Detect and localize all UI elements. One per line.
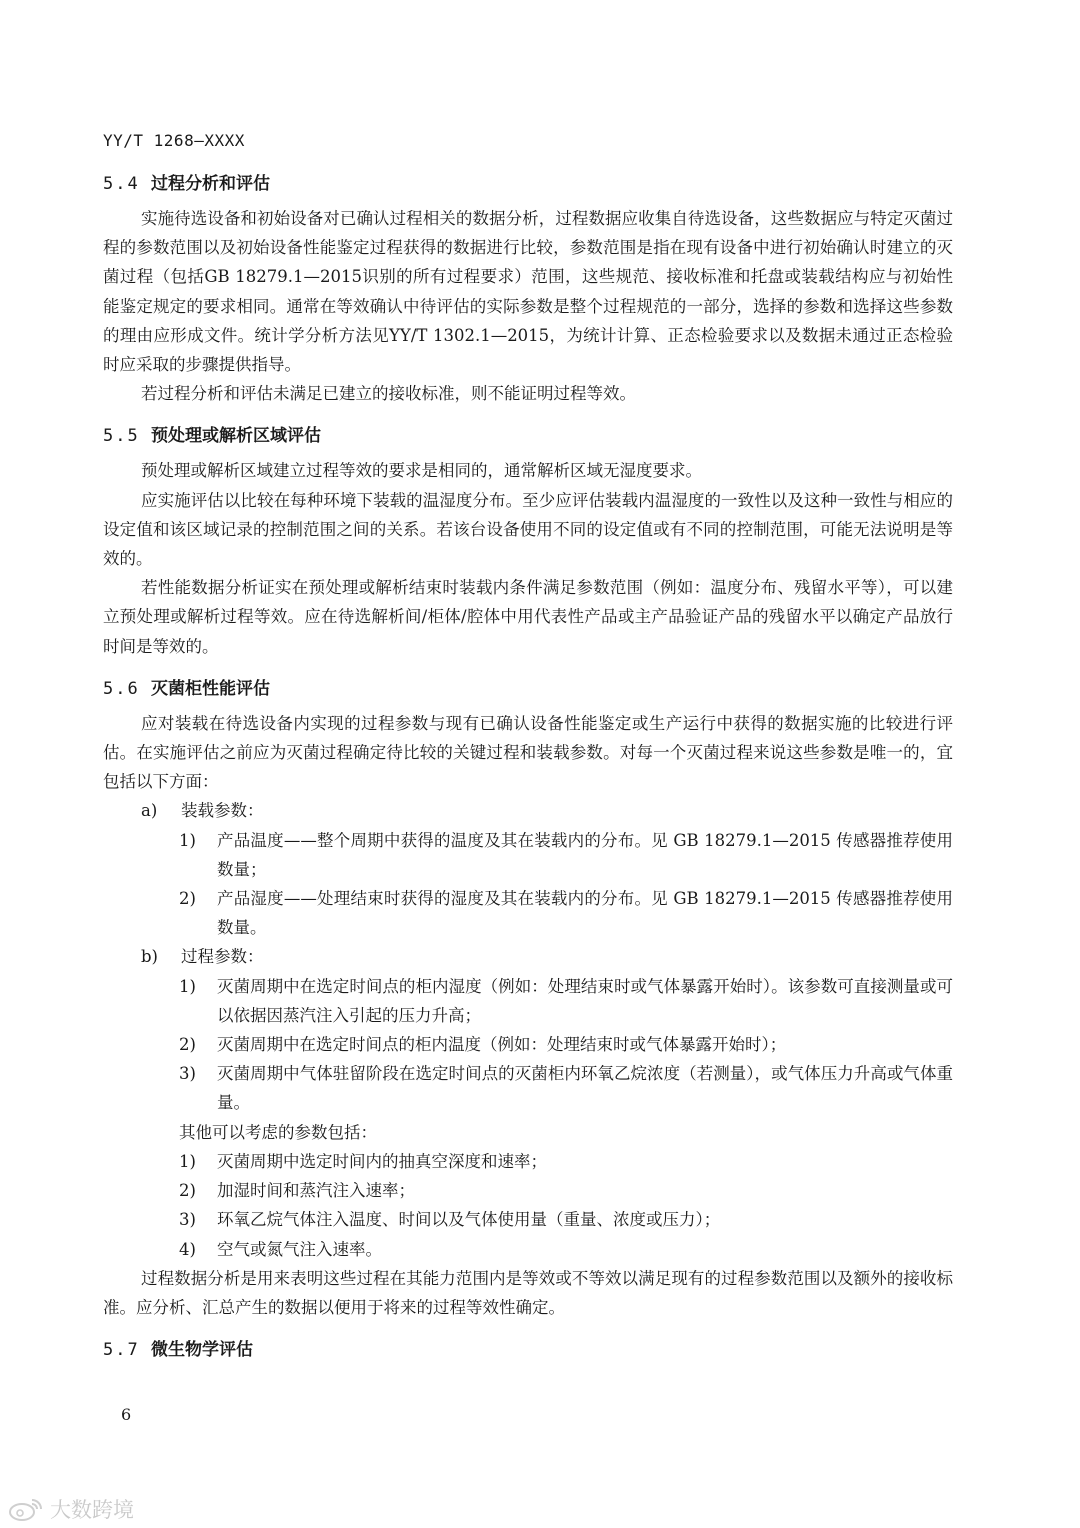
list-marker: 1) xyxy=(179,976,196,996)
list-text: 灭菌周期中气体驻留阶段在选定时间点的灭菌柜内环氧乙烷浓度（若测量），或气体压力升高或气体重量。 xyxy=(217,1064,953,1113)
list-marker: 2) xyxy=(179,889,196,909)
document-code: YY/T 1268—XXXX xyxy=(103,131,245,150)
list-item xyxy=(103,796,953,825)
list-marker: 4) xyxy=(179,1239,196,1259)
paragraph: 实施待选设备和初始设备对已确认过程相关的数据分析，过程数据应收集自待选设备，这些数据应与特定灭菌过程的参数范围以及初始设备性能鉴定过程获得的数据进行比较，参数范围是指在现有设备中进行初始确认时建立的灭菌过程（包括GB 18279.1—2015识别的所有过程要求）范围，这些规范、接收标准和托盘或装载结构应与初始性能鉴定规定的要求相同。通常在等效确认中待评估的实际参数是整个过程规范的一部分，选择的参数和选择这些参数的理由应形成文件。统计学分析方法见YY/T 1302.1—2015，为统计计算、正态检验要求以及数据未通过正态检验时应采取的步骤提供指导。 xyxy=(103,209,953,375)
list-item xyxy=(103,884,953,942)
watermark-text: 大数跨境 xyxy=(50,1498,134,1522)
list-marker: b) xyxy=(141,947,158,967)
list-text: 产品湿度——处理结束时获得的湿度及其在装载内的分布。见 GB 18279.1—2015 传感器推荐使用数量。 xyxy=(217,889,953,938)
list-marker: 3) xyxy=(179,1064,196,1084)
section-5-6-heading xyxy=(103,675,953,703)
list-marker: a) xyxy=(141,801,158,821)
list-text: 灭菌周期中在选定时间点的柜内湿度（例如：处理结束时或气体暴露开始时）。该参数可直接测量或可以依据因蒸汽注入引起的压力升高； xyxy=(217,976,953,1025)
section-5-7-heading xyxy=(103,1336,953,1364)
list-text: 灭菌周期中在选定时间点的柜内温度（例如：处理结束时或气体暴露开始时）； xyxy=(217,1035,787,1055)
section-number: 5.5 xyxy=(103,426,140,447)
section-title: 灭菌柜性能评估 xyxy=(151,678,270,699)
list-text: 环氧乙烷气体注入温度、时间以及气体使用量（重量、浓度或压力）； xyxy=(217,1210,721,1230)
paragraph: 预处理或解析区域建立过程等效的要求是相同的，通常解析区域无湿度要求。 xyxy=(141,461,702,481)
list-item xyxy=(103,1235,953,1264)
page-number: 6 xyxy=(121,1405,132,1424)
list-marker: 1) xyxy=(179,830,196,850)
list-item xyxy=(103,1059,953,1117)
watermark xyxy=(8,1494,134,1524)
section-title: 预处理或解析区域评估 xyxy=(151,426,321,447)
page-content xyxy=(103,170,953,1364)
other-params-label: 其他可以考虑的参数包括： xyxy=(179,1122,377,1142)
paragraph: 若性能数据分析证实在预处理或解析结束时装载内条件满足参数范围（例如：温度分布、残留水平等），可以建立预处理或解析过程等效。应在待选解析间/柜体/腔体中用代表性产品或主产品验证产品的残留水平以确定产品放行时间是等效的。 xyxy=(103,578,953,656)
list-label: 装载参数： xyxy=(181,801,264,821)
list-marker: 1) xyxy=(179,1151,196,1171)
list-item xyxy=(103,1205,953,1234)
list-marker: 2) xyxy=(179,1181,196,1201)
list-label: 过程参数： xyxy=(181,947,264,967)
list-item xyxy=(103,972,953,1030)
list-item xyxy=(103,1176,953,1205)
list-item xyxy=(103,826,953,884)
section-number: 5.6 xyxy=(103,678,140,699)
list-marker: 2) xyxy=(179,1035,196,1055)
list-item xyxy=(103,942,953,971)
section-number: 5.4 xyxy=(103,174,140,194)
weibo-logo-icon xyxy=(8,1496,44,1522)
list-marker: 3) xyxy=(179,1210,196,1230)
section-title: 微生物学评估 xyxy=(151,1340,253,1361)
paragraph: 过程数据分析是用来表明这些过程在其能力范围内是等效或不等效以满足现有的过程参数范围以及额外的接收标准。应分析、汇总产生的数据以便用于将来的过程等效性确定。 xyxy=(103,1268,953,1317)
section-number: 5.7 xyxy=(103,1340,140,1361)
paragraph: 若过程分析和评估未满足已建立的接收标准，则不能证明过程等效。 xyxy=(141,384,636,404)
section-title: 过程分析和评估 xyxy=(151,174,270,194)
list-text: 灭菌周期中选定时间内的抽真空深度和速率； xyxy=(217,1151,547,1171)
section-5-5-heading xyxy=(103,422,953,450)
list-text: 产品温度——整个周期中获得的温度及其在装载内的分布。见 GB 18279.1—2015 传感器推荐使用数量； xyxy=(217,830,953,879)
list-item xyxy=(103,1030,953,1059)
list-text: 空气或氮气注入速率。 xyxy=(217,1239,382,1259)
paragraph: 应对装载在待选设备内实现的过程参数与现有已确认设备性能鉴定或生产运行中获得的数据实施的比较进行评估。在实施评估之前应为灭菌过程确定待比较的关键过程和装载参数。对每一个灭菌过程来说这些参数是唯一的，宜包括以下方面： xyxy=(103,713,953,792)
section-5-4-heading xyxy=(103,170,953,198)
list-item xyxy=(103,1147,953,1176)
paragraph: 应实施评估以比较在每种环境下装载的温湿度分布。至少应评估装载内温湿度的一致性以及这种一致性与相应的设定值和该区域记录的控制范围之间的关系。若该台设备使用不同的设定值或有不同的控制范围，可能无法说明是等效的。 xyxy=(103,490,953,569)
list-text: 加湿时间和蒸汽注入速率； xyxy=(217,1181,415,1201)
